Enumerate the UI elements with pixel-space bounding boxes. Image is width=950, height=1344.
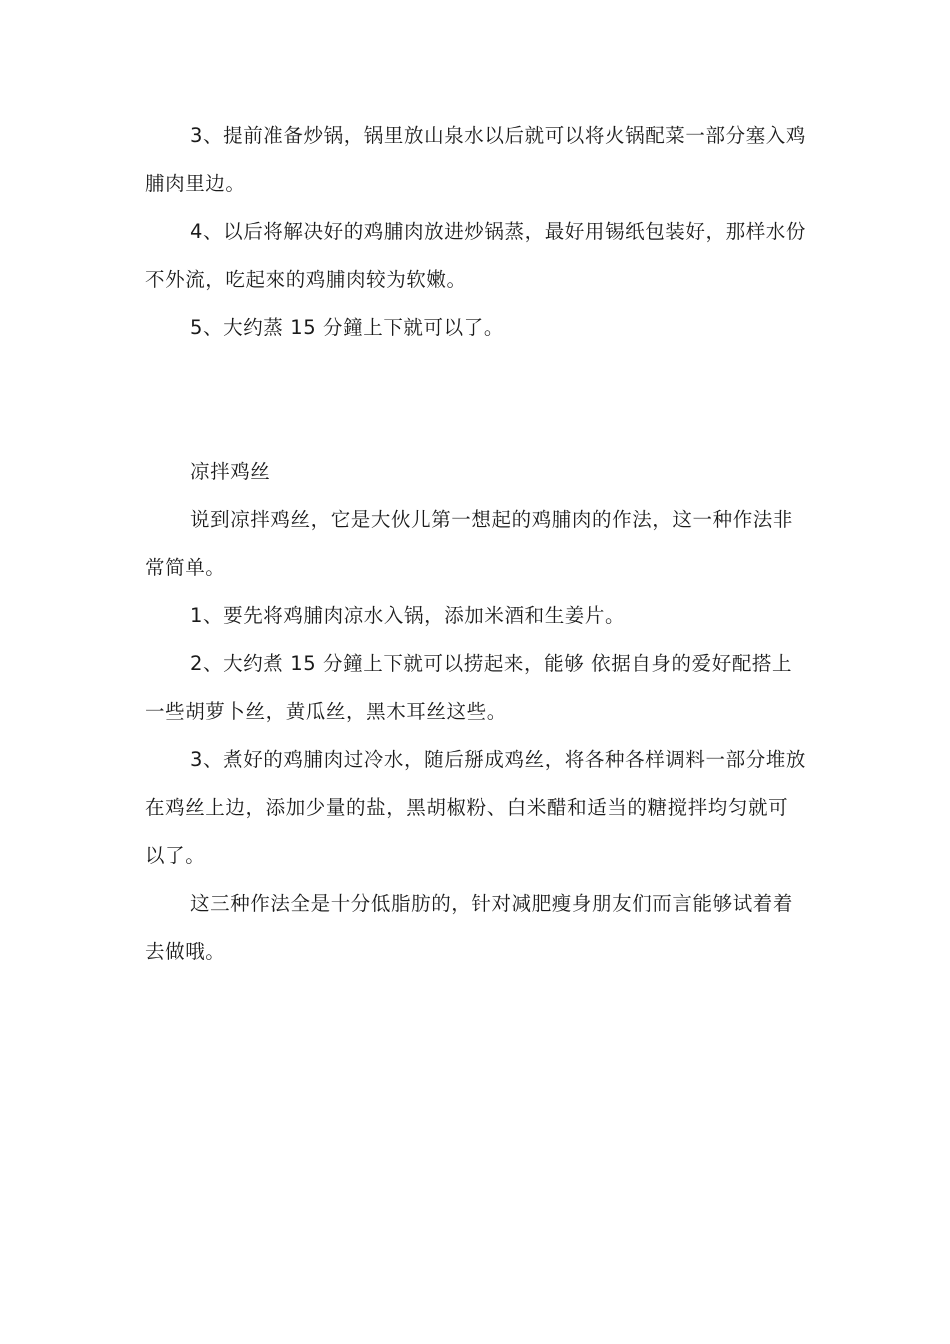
document-body: [145, 112, 807, 976]
step-5-paragraph: 5、大约蒸 15 分鐘上下就可以了。: [190, 316, 504, 339]
section-gap: [145, 352, 807, 448]
step-4-paragraph: 4、以后将解决好的鸡脯肉放进炒锅蒸，最好用锡纸包装好，那样水份不外流，吃起來的鸡脯肉较为软嫩。: [145, 220, 807, 291]
step-3-paragraph: 3、提前准备炒锅，锅里放山泉水以后就可以将火锅配菜一部分塞入鸡脯肉里边。: [145, 124, 807, 195]
conclusion-paragraph: 这三种作法全是十分低脂肪的，针对减肥瘦身朋友们而言能够试着着去做哦。: [145, 892, 794, 963]
section-title: 凉拌鸡丝: [190, 460, 271, 483]
step-3b-paragraph: 3、煮好的鸡脯肉过冷水，随后掰成鸡丝，将各种各样调料一部分堆放在鸡丝上边，添加少量的盐，黑胡椒粉、白米醋和适当的糖搅拌均匀就可以了。: [145, 748, 807, 867]
step-2-paragraph: 2、大约煮 15 分鐘上下就可以捞起来，能够 依据自身的爱好配搭上一些胡萝卜丝，黄瓜丝，黑木耳丝这些。: [145, 652, 793, 723]
intro-paragraph: 说到凉拌鸡丝，它是大伙儿第一想起的鸡脯肉的作法，这一种作法非常简单。: [145, 508, 794, 579]
step-1-paragraph: 1、要先将鸡脯肉凉水入锅，添加米酒和生姜片。: [190, 604, 626, 627]
